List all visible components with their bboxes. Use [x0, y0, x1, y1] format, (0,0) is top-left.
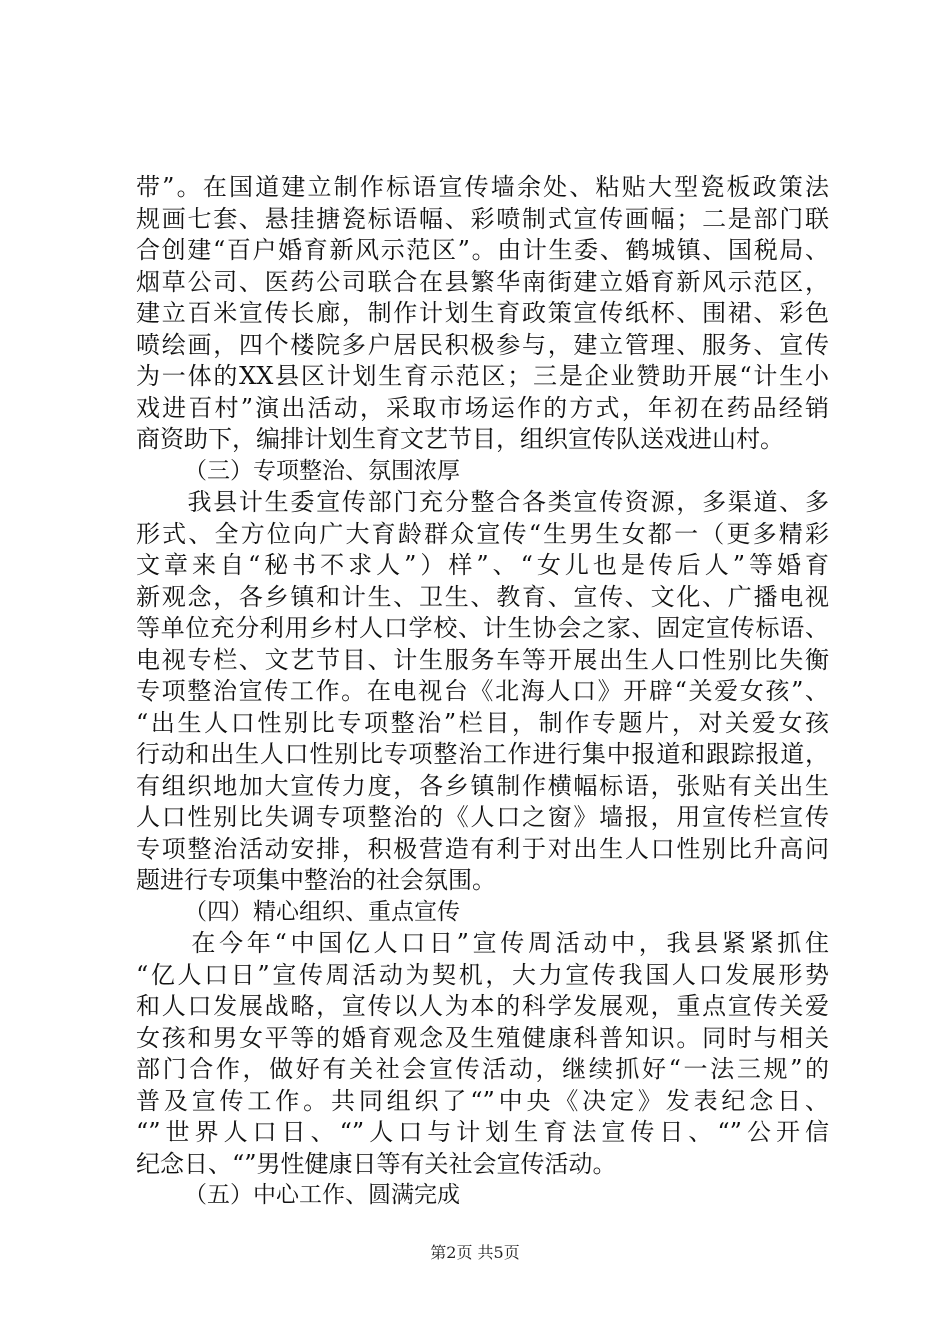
text-line: 烟草公司、医药公司联合在县繁华南街建立婚育新风示范区，	[136, 267, 829, 296]
text-line: 建立百米宣传长廊，制作计划生育政策宣传纸杯、围裙、彩色	[136, 299, 829, 327]
text-line: 带”。在国道建立制作标语宣传墙余处、粘贴大型瓷板政策法	[136, 173, 829, 201]
text-line: 形式、全方位向广大育龄群众宣传“生男生女都一（更多精彩	[136, 519, 829, 548]
text-line: 和人口发展战略，宣传以人为本的科学发展观，重点宣传关爱	[136, 992, 829, 1020]
text-line: 女孩和男女平等的婚育观念及生殖健康科普知识。同时与相关	[136, 1023, 829, 1052]
text-line: 为一体的XX县区计划生育示范区；三是企业赞助开展“计生小	[136, 362, 829, 390]
text-line: 普及宣传工作。共同组织了“”中央《决定》发表纪念日、	[136, 1086, 829, 1115]
text-line: 行动和出生人口性别比专项整治工作进行集中报道和跟踪报道，	[136, 740, 829, 768]
text-line: 等单位充分利用乡村人口学校、计生协会之家、固定宣传标语、	[136, 614, 829, 642]
section-heading: （三）专项整治、氛围浓厚	[184, 457, 460, 484]
text-line: 电视专栏、文艺节目、计生服务车等开展出生人口性别比失衡	[136, 645, 829, 674]
text-line: 文章来自“秘书不求人”）样”、“女儿也是传后人”等婚育	[136, 551, 829, 579]
text-line: 纪念日、“”男性健康日等有关社会宣传活动。	[136, 1149, 617, 1178]
text-line: “亿人口日”宣传周活动为契机，大力宣传我国人口发展形势	[136, 960, 829, 989]
text-line: “”世界人口日、“”人口与计划生育法宣传日、“”公开信	[136, 1118, 829, 1146]
text-line: 喷绘画，四个楼院多户居民积极参与，建立管理、服务、宣传	[136, 330, 829, 359]
page-footer: 第2页 共5页	[430, 1243, 520, 1262]
section-heading: （四）精心组织、重点宣传	[184, 898, 460, 925]
text-line: 合创建“百户婚育新风示范区”。由计生委、鹤城镇、国税局、	[136, 236, 829, 264]
text-line: 专项整治活动安排，积极营造有利于对出生人口性别比升高问	[136, 834, 829, 863]
text-line: 在今年“中国亿人口日”宣传周活动中，我县紧紧抓住	[136, 929, 829, 957]
text-line: 规画七套、悬挂搪瓷标语幅、彩喷制式宣传画幅；二是部门联	[136, 204, 829, 233]
text-line: 新观念，各乡镇和计生、卫生、教育、宣传、文化、广播电视	[136, 582, 829, 611]
text-line: 专项整治宣传工作。在电视台《北海人口》开辟“关爱女孩”、	[136, 677, 829, 705]
text-line: 人口性别比失调专项整治的《人口之窗》墙报，用宣传栏宣传	[136, 803, 829, 831]
text-line: 题进行专项集中整治的社会氛围。	[136, 866, 496, 894]
text-line: 我县计生委宣传部门充分整合各类宣传资源，多渠道、多	[136, 488, 829, 516]
text-line: “出生人口性别比专项整治”栏目，制作专题片，对关爱女孩	[136, 708, 829, 737]
section-heading: （五）中心工作、圆满完成	[184, 1182, 460, 1208]
document-body	[136, 172, 829, 1212]
text-line: 商资助下，编排计划生育文艺节目，组织宣传队送戏进山村。	[136, 425, 784, 453]
text-line: 部门合作，做好有关社会宣传活动，继续抓好“一法三规”的	[136, 1055, 829, 1083]
text-line: 戏进百村”演出活动，采取市场运作的方式，年初在药品经销	[136, 393, 829, 422]
text-line: 有组织地加大宣传力度，各乡镇制作横幅标语，张贴有关出生	[136, 771, 829, 800]
